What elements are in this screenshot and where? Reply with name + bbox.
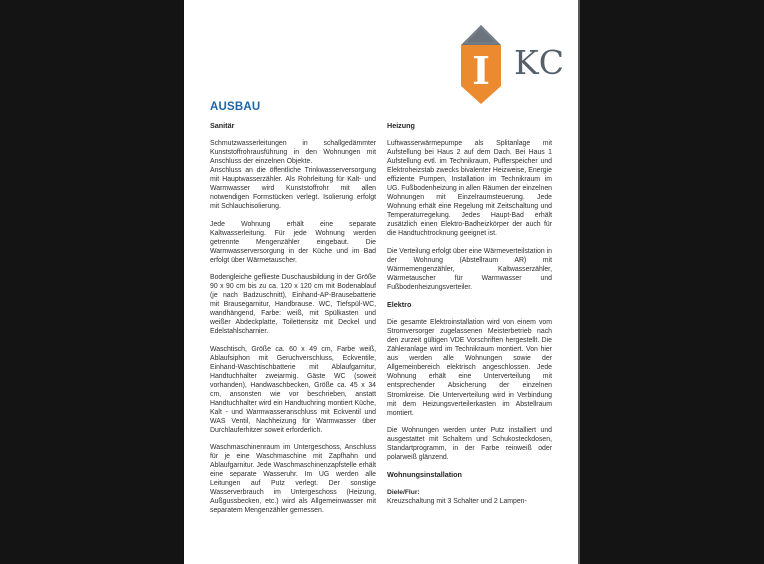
diele-label: Diele/Flur: <box>387 489 420 497</box>
elektro-paragraph-2: Die Wohnungen werden unter Putz installiert und ausgestattet mit Schaltern und Schukosteckdosen, Standartprogramm, in der Farbe reinweiß oder polarweiß glänzend. <box>387 426 552 461</box>
sanitaer-paragraph-5: Waschmaschinenraum im Untergeschoss, Anschluss für je eine Waschmaschine mit Zapfhahn und Ablaufgarnitur. Jede Waschmaschinenzapfstelle erhält eine separate Wasseruhr. Im UG werden alle Leitungen auf Putz verlegt. Der sonstige Wasserverbrauch im Untergeschoss (Heizung, Außgussbecken, etc.) wird als Allgemeinwasser mit separatem Mengenzähler gemessen. <box>210 444 376 515</box>
sanitaer-paragraph-1: Schmutzwasserleitungen in schallgedämmter Kunststoffrohrausführung in den Wohnungen mit Anschluss der einzelnen Objekte. Anschluss an die öffentliche Trinkwasserversorgung mit Hauptwasserzähler. Als Rohrleitung für Kalt- und Warmwasser wird Kunststoffrohr mit allen notwendigen Formstücken verlegt. Isolierung erfolgt mit Schlauchisolierung. <box>210 140 376 211</box>
heizung-heading: Heizung <box>387 121 415 130</box>
sanitaer-paragraph-2: Jede Wohnung erhält eine separate Kaltwasserleitung. Für jede Wohnung werden getrennte Mengenzähler eingebaut. Die Warmwasserversorgung in der Küche und im Bad erfolgt über Wärmetauscher. <box>210 220 376 264</box>
sanitaer-heading: Sanitär <box>210 121 235 130</box>
heizung-paragraph-2: Die Verteilung erfolgt über eine Wärmeverteilstation in der Wohnung (Abstellraum AR) mit Wärmemengenzähler, Kaltwasserzähler, Wärmetauscher für Warmwasser und Fußbodenheizungsverteiler. <box>387 247 552 291</box>
ikc-logo <box>461 24 566 106</box>
wohnungsinstallation-heading: Wohnungsinstallation <box>387 470 462 480</box>
sanitaer-paragraph-4: Waschtisch, Größe ca. 60 x 49 cm, Farbe weiß, Ablaufsiphon mit Geruchverschluss, Eckventile, Einhand-Waschtischbatterie mit Ablaufgarnitur, Handtuchhalter zweiarmig. Gäste WC (soweit vorhanden), Handwaschbecken, Größe ca. 45 x 34 cm, ansonsten wie vor beschrieben, anstatt Handtuchhalter wird ein Handtuchring montiert Küche, Kalt - und Warmwasseranschluss mit Eckventil und WAS Ventil, Nachheizung für Warmwasser über Durchlauferhitzer soweit erforderlich. <box>210 345 376 434</box>
right-column <box>387 121 552 514</box>
heizung-paragraph-1: Luftwasserwärmepumpe als Splitanlage mit Aufstellung bei Haus 2 auf dem Dach. Bei Haus 1 Aufstellung evtl. im Technikraum, Pufferspeicher und Elektroheizstab zwecks bivalenter Heizweise, Energie effiziente Pumpen, Installation im Technikraum im UG. Fußbodenheizung in allen Räumen der einzelnen Wohnungen mit Einzelraumsteuerung. Jede Wohnung erhält eine Regelung mit Zeitschaltung und Temperaturregelung. Jedes Haupt-Bad erhält zusätzlich einen Elektro-Badheizkörper der auch für die Handtuchtrocknung geeignet ist. <box>387 140 552 238</box>
logo-letter-i: I <box>472 48 490 93</box>
elektro-paragraph-1: Die gesamte Elektroinstallation wird von einem vom Stromversorger zugelassenen Meisterbetrieb nach den zurzeit gültigen VDE Vorschriften hergestellt. Die Zähleranlage wird im Technikraum montiert. Von hier aus werden alle Wohnungen sowie der Allgemeinbereich elektrisch angeschlossen. Jede Wohnung erhält eine Unterverteilung mit entsprechender Absicherung der einzelnen Stromkreise. Die Unterverteilung wird in Verbindung mit dem Heizungsverteilerkasten im Abstellraum montiert. <box>387 319 552 417</box>
document-page <box>184 0 579 564</box>
section-title: AUSBAU <box>210 101 261 113</box>
left-column <box>210 121 376 524</box>
page-edge <box>578 0 580 564</box>
logo-letters-kc: KC <box>514 43 566 82</box>
sanitaer-paragraph-3: Bodengleiche geflieste Duschausbildung in der Größe 90 x 90 cm bis zu ca. 120 x 120 cm mit Bodenablauf (je nach Badzuschnitt), Einhand-AP-Brausebatterie mit Brausegarnitur, Handbrause. WC, Tiefspül-WC, wandhängend, Farbe: weiß, mit Spülkasten und weißer Abdeckplatte, Toilettensitz mit Deckel und Edelstahlscharnier. <box>210 273 376 336</box>
elektro-heading: Elektro <box>387 300 412 310</box>
logo-roof-shape <box>461 25 501 45</box>
diele-text: Kreuzschaltung mit 3 Schalter und 2 Lampen- <box>387 498 527 506</box>
